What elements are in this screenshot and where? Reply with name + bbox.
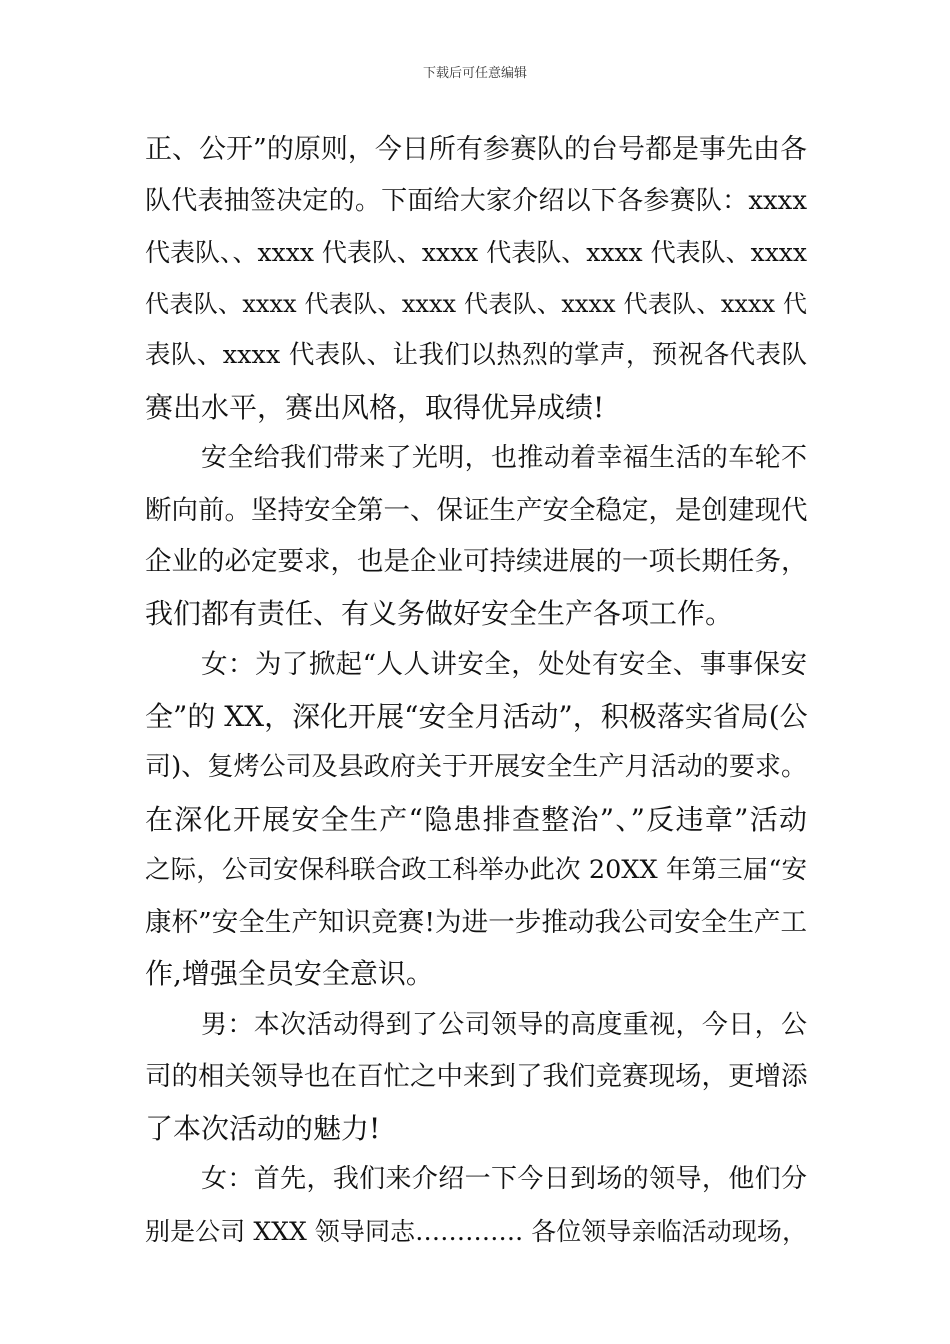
text-line: 之际，公司安保科联合政工科举办此次 20XX 年第三届“安 (145, 855, 807, 885)
text-line: 安全给我们带来了光明，也推动着幸福生活的车轮不 (201, 443, 807, 473)
page-header: 下载后可任意编辑 (422, 66, 527, 81)
text-line: 企业的必定要求，也是企业可持续进展的一项长期任务， (145, 546, 808, 577)
paragraph (145, 433, 807, 639)
text-line: 赛出水平，赛出风格，取得优异成绩! (145, 390, 605, 424)
text-line: 别是公司 XXX 领导同志…………. 各位领导亲临活动现场， (145, 1216, 807, 1246)
text-line: 正、公开”的原则，今日所有参赛队的台号都是事先由各 (145, 134, 807, 165)
text-line: 作,增强全员安全意识。 (145, 957, 434, 990)
text-line: 男：本次活动得到了公司领导的高度重视，今日，公 (201, 1009, 807, 1040)
paragraph (145, 1000, 807, 1155)
text-line: 康杯”安全生产知识竞赛!为进一步推动我公司安全生产工 (145, 906, 807, 938)
paragraph (145, 124, 807, 433)
text-line: 队代表抽签决定的。下面给大家介绍以下各参赛队：xxxx (145, 185, 807, 216)
text-line: 在深化开展安全生产“隐患排查整治”、”反违章”活动 (145, 802, 807, 836)
document-body (145, 124, 807, 1257)
text-line: 全”的 XX，深化开展“安全月活动”，积极落实省局(公 (145, 699, 808, 733)
text-line: 代表队、xxxx 代表队、xxxx 代表队、xxxx 代表队、xxxx 代 (145, 289, 807, 318)
paragraph (145, 1154, 807, 1257)
text-line: 表队、xxxx 代表队、让我们以热烈的掌声，预祝各代表队 (145, 340, 807, 370)
text-line: 司的相关领导也在百忙之中来到了我们竞赛现场，更增添 (145, 1061, 808, 1092)
paragraph (145, 639, 807, 1000)
text-line: 女：首先，我们来介绍一下今日到场的领导，他们分 (201, 1164, 807, 1194)
text-line: 断向前。坚持安全第一、保证生产安全稳定，是创建现代 (145, 494, 808, 526)
text-line: 了本次活动的魅力! (145, 1111, 381, 1145)
text-line: 女：为了掀起“人人讲安全，处处有安全、事事保安 (201, 649, 807, 680)
text-line: 司)、复烤公司及县政府关于开展安全生产月活动的要求。 (145, 752, 807, 782)
text-line: 我们都有责任、有义务做好安全生产各项工作。 (145, 596, 734, 630)
text-line: 代表队、、xxxx 代表队、xxxx 代表队、xxxx 代表队、xxxx (145, 238, 807, 267)
